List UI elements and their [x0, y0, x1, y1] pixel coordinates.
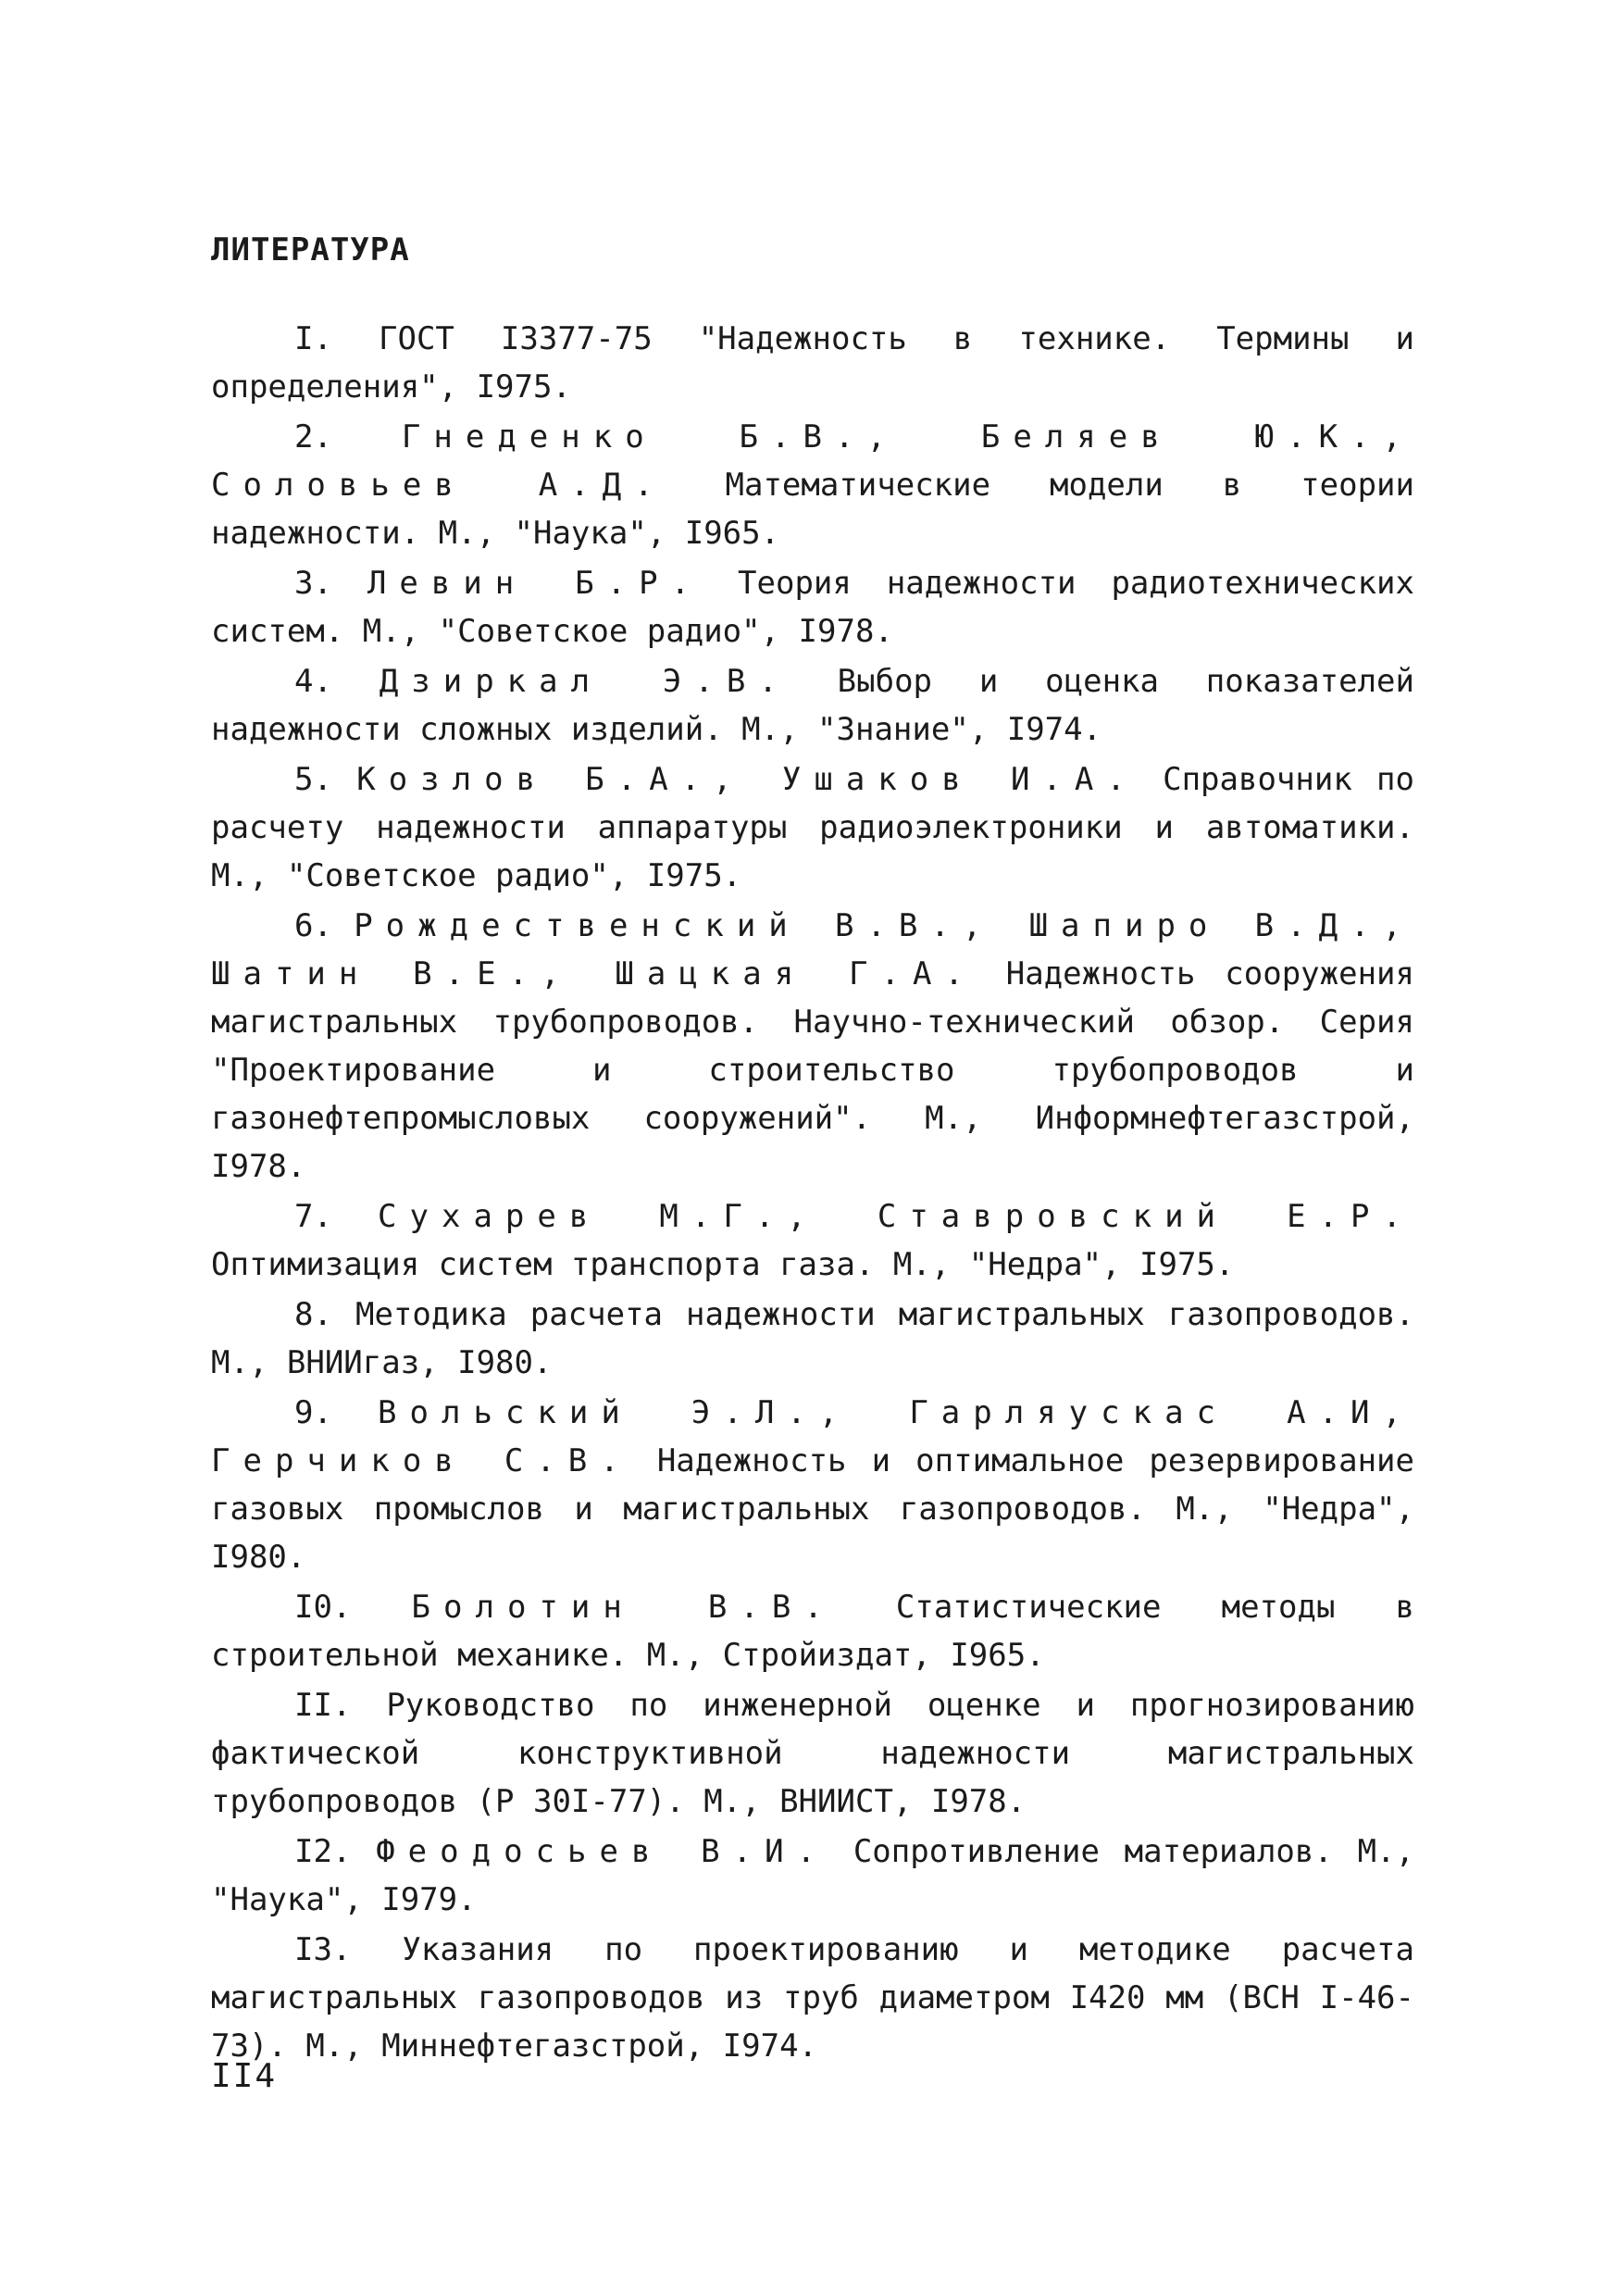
reference-number: 5.: [294, 761, 332, 798]
reference-authors: Левин Б.Р.: [367, 565, 703, 602]
reference-number: 7.: [294, 1198, 332, 1235]
reference-number: 4.: [294, 663, 332, 700]
reference-authors: Козлов Б.А., Ушаков И.А.: [356, 761, 1139, 798]
reference-text: Методика расчета надежности магистральных газопроводов. М., ВНИИгаз, I980.: [211, 1296, 1414, 1381]
reference-text: Руководство по инженерной оценке и прогнозированию фактической конструктивной надежности магистральных трубопроводов (Р 30I-77). М., ВНИИСТ, I978.: [211, 1687, 1414, 1820]
reference-item: [211, 755, 1414, 900]
reference-authors: Вольский Э.Л., Гарляускас А.И, Герчиков С.В.: [211, 1394, 1414, 1479]
reference-item: [211, 902, 1414, 1191]
reference-number: 8.: [294, 1296, 332, 1333]
reference-item: [211, 1828, 1414, 1924]
reference-authors: Сухарев М.Г., Ставровский Е.Р.: [378, 1198, 1414, 1235]
reference-number: 2.: [294, 418, 332, 455]
reference-item: [211, 1681, 1414, 1826]
reference-text: Математические модели в теории надежности. М., "Наука", I965.: [211, 467, 1414, 552]
reference-text: Выбор и оценка показателей надежности сложных изделий. М., "Знание", I974.: [211, 663, 1414, 748]
reference-item: [211, 1291, 1414, 1387]
reference-item: [211, 657, 1414, 754]
reference-item: [211, 559, 1414, 655]
reference-authors: Феодосьев В.И.: [376, 1833, 829, 1870]
reference-item: [211, 315, 1414, 411]
reference-text: ГОСТ I3377-75 "Надежность в технике. Термины и определения", I975.: [211, 320, 1414, 406]
reference-item: [211, 1926, 1414, 2070]
page-number: II4: [211, 2057, 278, 2095]
reference-number: 3.: [294, 565, 332, 602]
reference-item: [211, 1192, 1414, 1289]
reference-text: Надежность и оптимальное резервирование газовых промыслов и магистральных газопроводов. М., "Недра", I980.: [211, 1442, 1414, 1576]
reference-text: Статистические методы в строительной механике. М., Стройиздат, I965.: [211, 1589, 1414, 1674]
reference-number: 6.: [294, 907, 332, 944]
reference-authors: Гнеденко Б.В., Беляев Ю.К., Соловьев А.Д.: [211, 418, 1414, 504]
reference-number: I3.: [294, 1931, 352, 1968]
reference-text: Надежность сооружения магистральных трубопроводов. Научно-технический обзор. Серия "Проектирование и строительство трубопроводов и газонефтепромысловых сооружений". М., Информнефтегазстрой, I978.: [211, 955, 1414, 1185]
reference-item: [211, 1583, 1414, 1679]
reference-number: I2.: [294, 1833, 352, 1870]
reference-text: Теория надежности радиотехнических систем. М., "Советское радио", I978.: [211, 565, 1414, 650]
page-title: ЛИТЕРАТУРА: [211, 231, 410, 268]
reference-text: Сопротивление материалов. М., "Наука", I979.: [211, 1833, 1414, 1918]
reference-number: I0.: [294, 1589, 352, 1626]
reference-number: 9.: [294, 1394, 332, 1431]
reference-authors: Болотин В.В.: [411, 1589, 836, 1626]
reference-authors: Рождественский В.В., Шапиро В.Д., Шатин В.Е., Шацкая Г.А.: [211, 907, 1414, 992]
reference-item: [211, 1389, 1414, 1581]
reference-item: [211, 413, 1414, 557]
reference-number: II.: [294, 1687, 352, 1724]
reference-text: Указания по проектированию и методике расчета магистральных газопроводов из труб диаметром I420 мм (ВСН I-46-73). М., Миннефтегазстрой, I974.: [211, 1931, 1414, 2065]
reference-text: Оптимизация систем транспорта газа. М., "Недра", I975.: [211, 1246, 1235, 1283]
reference-list: [211, 315, 1414, 2072]
reference-text: Справочник по расчету надежности аппаратуры радиоэлектроники и автоматики. М., "Советское радио", I975.: [211, 761, 1414, 894]
reference-authors: Дзиркал Э.В.: [379, 663, 790, 700]
reference-number: I.: [294, 320, 332, 357]
